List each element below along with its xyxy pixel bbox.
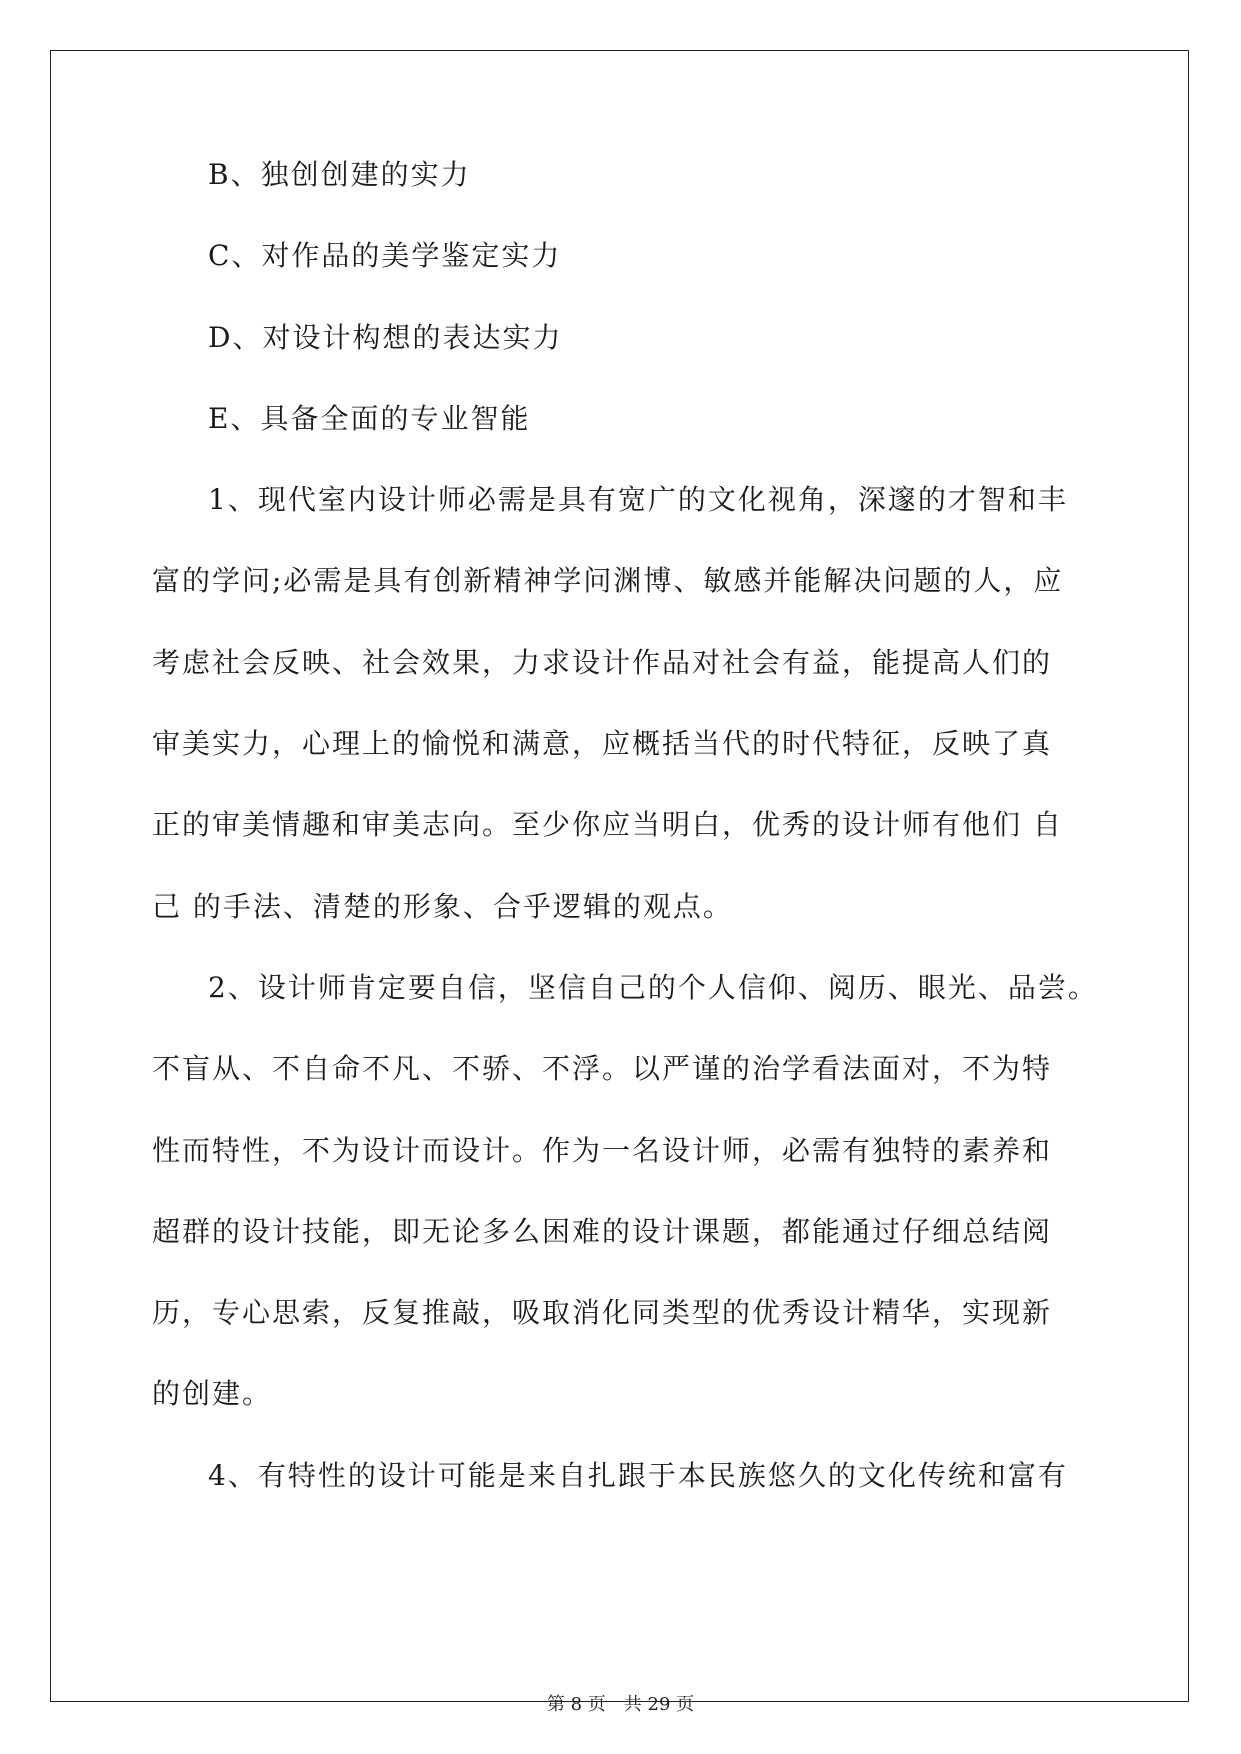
paragraph-3 [152, 1456, 1090, 1496]
paragraph-1 [152, 480, 1090, 926]
paragraph-line: 正的审美情趣和审美志向。至少你应当明白，优秀的设计师有他们 自 [152, 808, 1063, 842]
paragraph-line: 审美实力，心理上的愉悦和满意，应概括当代的时代特征，反映了真 [152, 727, 1053, 761]
option-list [152, 155, 1090, 439]
paragraph-line: 考虑社会反映、社会效果，力求设计作品对社会有益，能提高人们的 [152, 645, 1053, 679]
option-e: E、具备全面的专业智能 [208, 401, 531, 435]
paragraph-2 [152, 968, 1098, 1414]
paragraph-line: 己 的手法、清楚的形象、合乎逻辑的观点。 [152, 889, 733, 923]
paragraph-line: 性而特性，不为设计而设计。作为一名设计师，必需有独特的素养和 [152, 1133, 1053, 1167]
option-d: D、对设计构想的表达实力 [208, 320, 563, 354]
paragraph-line: 1、现代室内设计师必需是具有宽广的文化视角，深邃的才智和丰 [208, 483, 1068, 517]
paragraph-line: 的创建。 [152, 1377, 273, 1411]
paragraph-line: 历，专心思索，反复推敲，吸取消化同类型的优秀设计精华，实现新 [152, 1296, 1053, 1330]
option-b: B、独创创建的实力 [208, 158, 471, 191]
paragraph-line: 4、有特性的设计可能是来自扎跟于本民族悠久的文化传统和富有 [208, 1458, 1068, 1492]
page-footer: 第 8 页 共 29 页 [546, 1694, 695, 1715]
option-c: C、对作品的美学鉴定实力 [208, 239, 562, 273]
paragraph-line: 超群的设计技能，即无论多么困难的设计课题，都能通过仔细总结阅 [152, 1214, 1053, 1248]
paragraph-line: 富的学问;必需是具有创新精神学问渊博、敏感并能解决问题的人，应 [152, 564, 1064, 598]
document-body [152, 155, 1098, 1537]
paragraph-line: 不盲从、不自命不凡、不骄、不浮。以严谨的治学看法面对，不为特 [152, 1052, 1053, 1086]
paragraph-line: 2、设计师肯定要自信，坚信自己的个人信仰、阅历、眼光、品尝。 [208, 970, 1098, 1004]
